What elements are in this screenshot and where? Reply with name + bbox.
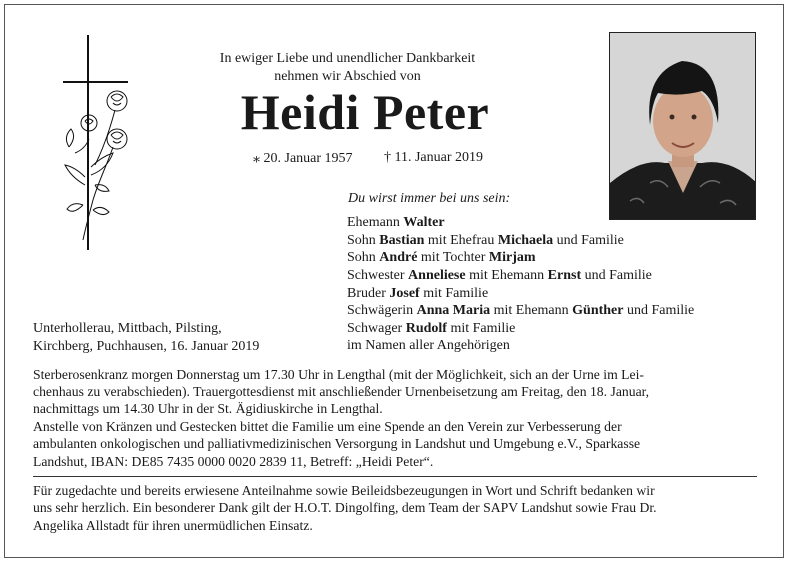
family-member-name: Bastian: [379, 233, 425, 248]
family-relation-text: Schwager: [347, 321, 406, 336]
donation-line: ambulanten onkologischen und palliativmedizinischen Versorgung in Landshut und Umgebung e.V., Sparkasse: [33, 436, 641, 451]
family-line: [347, 232, 624, 250]
family-relation-text: und Familie: [623, 303, 695, 318]
death-date: † 11. Januar 2019: [384, 150, 484, 165]
farewell-quote: Du wirst immer bei uns sein:: [348, 191, 511, 206]
family-member-name: Michaela: [497, 233, 554, 248]
birth-date: ⁎ 20. Januar 1957: [253, 151, 353, 166]
intro-line-2: nehmen wir Abschied von: [274, 69, 421, 84]
family-line: [347, 214, 445, 232]
family-line: [347, 320, 515, 338]
thanks-line: Für zugedachte und bereits erwiesene Anteilnahme sowie Beileidsbezeugungen in Wort und Schrift bedanken wir: [33, 483, 655, 498]
family-member-name: André: [379, 250, 418, 265]
donation-line: Anstelle von Kränzen und Gestecken bittet die Familie um eine Spende an den Verein zur Verbesserung der: [33, 419, 622, 434]
family-member-name: Rudolf: [405, 321, 447, 336]
family-relation-text: Sohn: [347, 250, 380, 265]
place-line-2: Kirchberg, Puchhausen, 16. Januar 2019: [33, 339, 260, 354]
thanks-line: uns sehr herzlich. Ein besonderer Dank gilt der H.O.T. Dingolfing, dem Team der SAPV Landshut sowie Frau Dr.: [33, 500, 657, 515]
family-member-name: Ernst: [547, 268, 582, 283]
family-relation-text: Ehemann: [347, 215, 404, 230]
place-line-1: Unterhollerau, Mittbach, Pilsting,: [33, 321, 222, 336]
family-relation-text: mit Tochter: [417, 250, 489, 265]
family-relation-text: Sohn: [347, 233, 380, 248]
family-member-name: Günther: [572, 303, 624, 318]
family-relation-text: im Namen aller Angehörigen: [347, 338, 510, 353]
family-relation-text: mit Ehemann: [490, 303, 573, 318]
family-relation-text: Schwester: [347, 268, 409, 283]
family-member-name: Anneliese: [408, 268, 466, 283]
family-line: [347, 249, 536, 267]
cross-with-roses-icon: [55, 35, 140, 250]
family-relation-text: mit Ehemann: [465, 268, 548, 283]
family-relation-text: mit Ehefrau: [424, 233, 498, 248]
notice-line: nachmittags um 14.30 Uhr in der St. Ägidiuskirche in Lengthal.: [33, 401, 383, 416]
family-relation-text: und Familie: [581, 268, 652, 283]
donation-line: Landshut, IBAN: DE85 7435 0000 0020 2839 11, Betreff: „Heidi Peter“.: [33, 454, 434, 469]
family-line: [347, 302, 694, 320]
intro-line-1: In ewiger Liebe und unendlicher Dankbarkeit: [219, 51, 476, 66]
family-member-name: Anna Maria: [416, 303, 491, 318]
notice-line: Sterberosenkranz morgen Donnerstag um 17.30 Uhr in Lengthal (mit der Möglichkeit, sich an der Urne im Lei-: [33, 367, 644, 382]
family-relation-text: mit Familie: [446, 321, 516, 336]
portrait-photo: [609, 32, 756, 220]
notice-line: chenhaus zu verabschieden). Trauergottesdienst mit anschließender Urnenbeisetzung am Freitag, den 18. Januar,: [33, 384, 650, 399]
family-member-name: Mirjam: [488, 250, 536, 265]
family-relation-text: mit Familie: [419, 286, 489, 301]
family-member-name: Walter: [403, 215, 445, 230]
family-relation-text: und Familie: [553, 233, 624, 248]
family-relation-text: Bruder: [347, 286, 390, 301]
thanks-line: Angelika Allstadt für ihren unermüdlichen Einsatz.: [33, 518, 313, 533]
family-line: [347, 285, 488, 303]
separator-line: [33, 476, 757, 477]
family-relation-text: Schwägerin: [347, 303, 417, 318]
family-line: [347, 267, 652, 285]
deceased-name: Heidi Peter: [240, 84, 490, 140]
family-line: [347, 337, 510, 355]
family-member-name: Josef: [389, 286, 420, 301]
